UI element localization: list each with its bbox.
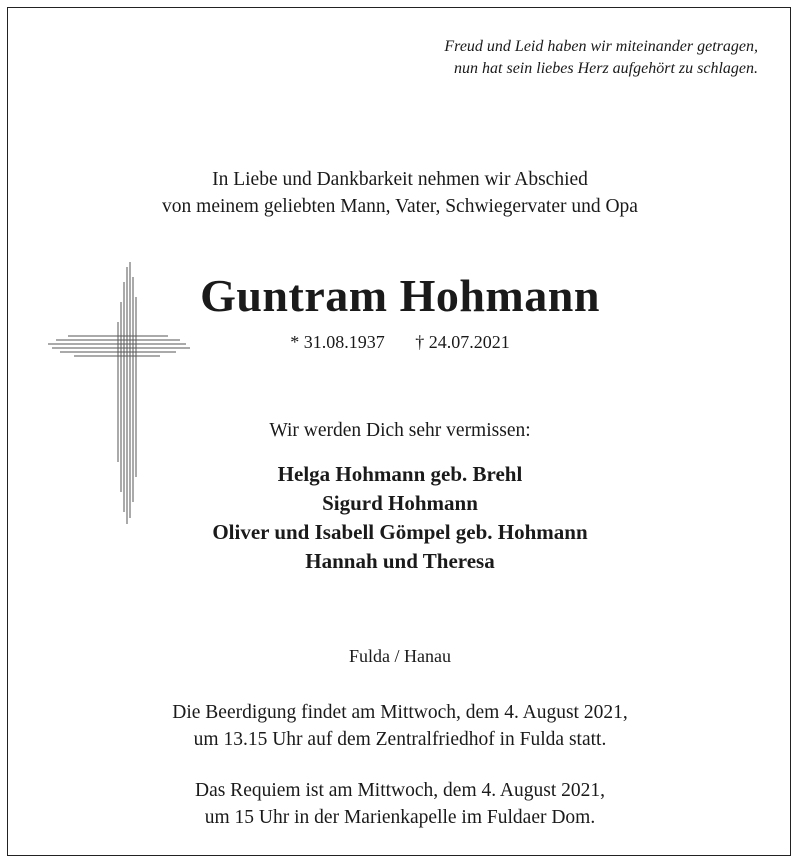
family-member: Helga Hohmann geb. Brehl [277, 462, 523, 486]
life-dates [0, 330, 800, 354]
requiem-line-1: Das Requiem ist am Mittwoch, dem 4. August 2021, [194, 780, 605, 801]
family-member: Oliver und Isabell Gömpel geb. Hohmann [212, 520, 588, 544]
intro-text [0, 166, 800, 220]
family-member: Sigurd Hohmann [322, 491, 478, 515]
funeral-line-1: Die Beerdigung findet am Mittwoch, dem 4. August 2021, [172, 702, 628, 723]
motto-line-1: Freud und Leid haben wir miteinander getragen, [444, 38, 758, 55]
requiem-line-2: um 15 Uhr in der Marienkapelle im Fuldaer Dom. [204, 807, 596, 828]
birth-date: * 31.08.1937 [290, 332, 385, 352]
intro-line-2: von meinem geliebten Mann, Vater, Schwiegervater und Opa [162, 196, 638, 217]
place-text: Fulda / Hanau [349, 646, 451, 666]
motto-line-2: nun hat sein liebes Herz aufgehört zu schlagen. [454, 60, 758, 77]
funeral-info [0, 699, 800, 753]
requiem-info [0, 777, 800, 831]
family-member: Hannah und Theresa [305, 549, 495, 573]
family-list [0, 460, 800, 576]
funeral-line-2: um 13.15 Uhr auf dem Zentralfriedhof in Fulda statt. [193, 729, 607, 750]
death-date: † 24.07.2021 [415, 332, 510, 352]
miss-text: Wir werden Dich sehr vermissen: [269, 420, 531, 441]
deceased-name: Guntram Hohmann [200, 270, 600, 321]
intro-line-1: In Liebe und Dankbarkeit nehmen wir Abschied [212, 169, 588, 190]
motto-verse [444, 36, 758, 80]
